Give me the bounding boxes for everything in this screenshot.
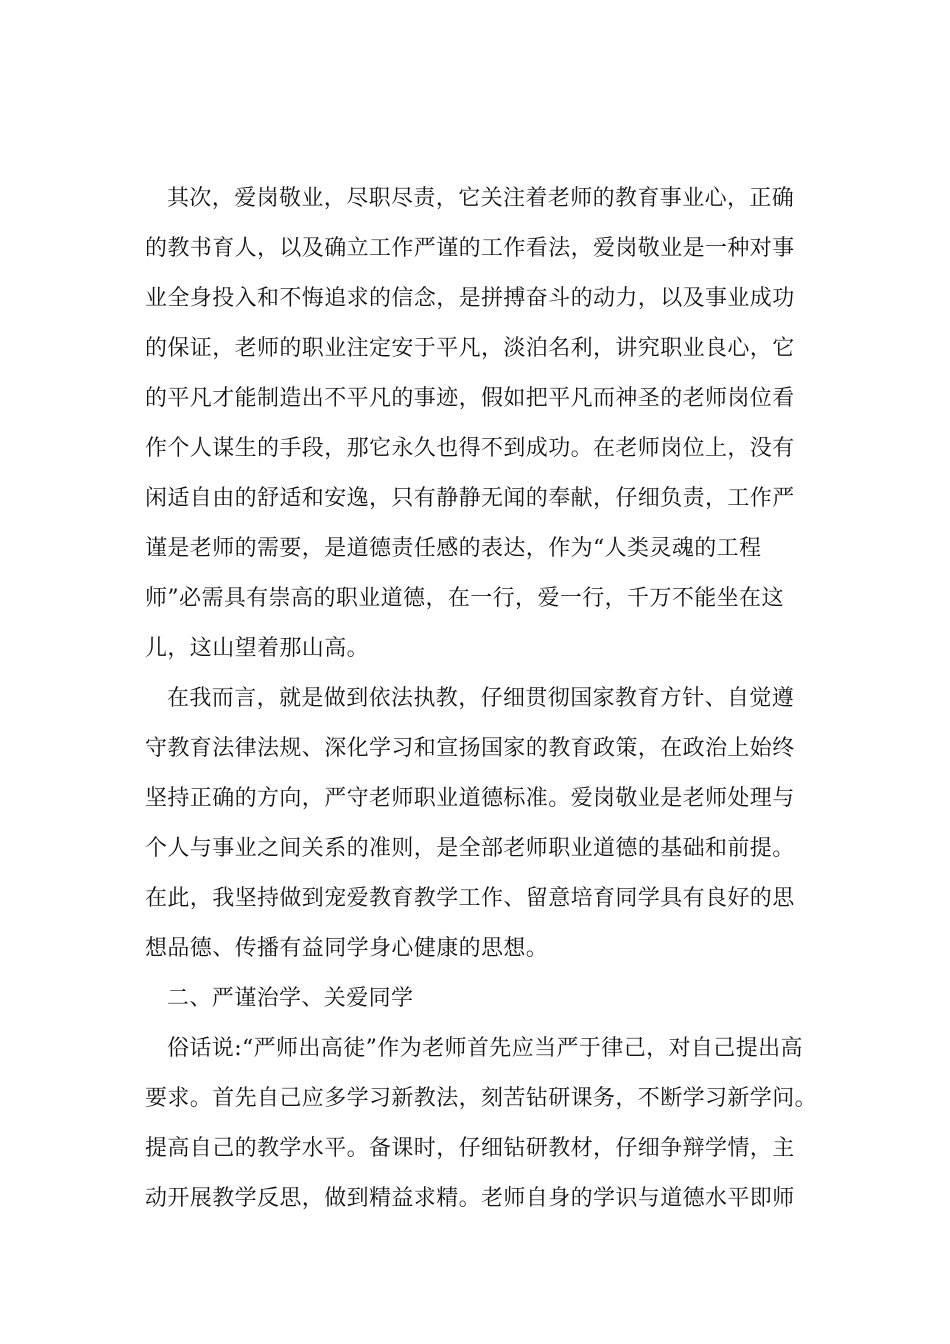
text-line: 在此，我坚持做到宠爱教育教学工作、留意培育同学具有良好的思: [145, 886, 795, 911]
text-line: 坚持正确的方向，严守老师职业道德标准。爱岗敬业是老师处理与: [145, 786, 795, 811]
text-line: 个人与事业之间关系的准则，是全部老师职业道德的基础和前提。: [145, 836, 795, 861]
text-line: 要求。首先自己应多学习新教法，刻苦钻研课务，不断学习新学问。: [145, 1086, 818, 1111]
text-line: 谨是老师的需要，是道德责任感的表达，作为“人类灵魂的工程: [145, 536, 762, 561]
text-line: 守教育法律法规、深化学习和宣扬国家的教育政策，在政治上始终: [145, 736, 795, 761]
text-line: 的保证，老师的职业注定安于平凡，淡泊名利，讲究职业良心，它: [145, 336, 795, 361]
text-line: 在我而言，就是做到依法执教，仔细贯彻国家教育方针、自觉遵: [167, 686, 795, 711]
text-line: 想品德、传播有益同学身心健康的思想。: [145, 936, 549, 961]
text-line: 闲适自由的舒适和安逸，只有静静无闻的奉献，仔细负责，工作严: [145, 486, 795, 511]
text-line: 俗话说:“严师出高徒”作为老师首先应当严于律己，对自己提出高: [167, 1036, 803, 1061]
text-line: 其次，爱岗敬业，尽职尽责，它关注着老师的教育事业心，正确: [167, 186, 795, 211]
text-line: 师”必需具有崇高的职业道德，在一行，爱一行，千万不能坐在这: [145, 586, 784, 611]
text-line: 的教书育人，以及确立工作严谨的工作看法，爱岗敬业是一种对事: [145, 236, 795, 261]
text-line: 的平凡才能制造出不平凡的事迹，假如把平凡而神圣的老师岗位看: [145, 386, 795, 411]
text-line: 作个人谋生的手段，那它永久也得不到成功。在老师岗位上，没有: [145, 436, 795, 461]
section-heading: 二、严谨治学、关爱同学: [167, 986, 414, 1011]
text-line: 提高自己的教学水平。备课时，仔细钻研教材，仔细争辩学情，主: [145, 1136, 795, 1161]
text-line: 动开展教学反思，做到精益求精。老师自身的学识与道德水平即师: [145, 1186, 795, 1211]
text-line: 儿，这山望着那山高。: [145, 636, 370, 661]
text-line: 业全身投入和不悔追求的信念，是拼搏奋斗的动力，以及事业成功: [145, 286, 795, 311]
